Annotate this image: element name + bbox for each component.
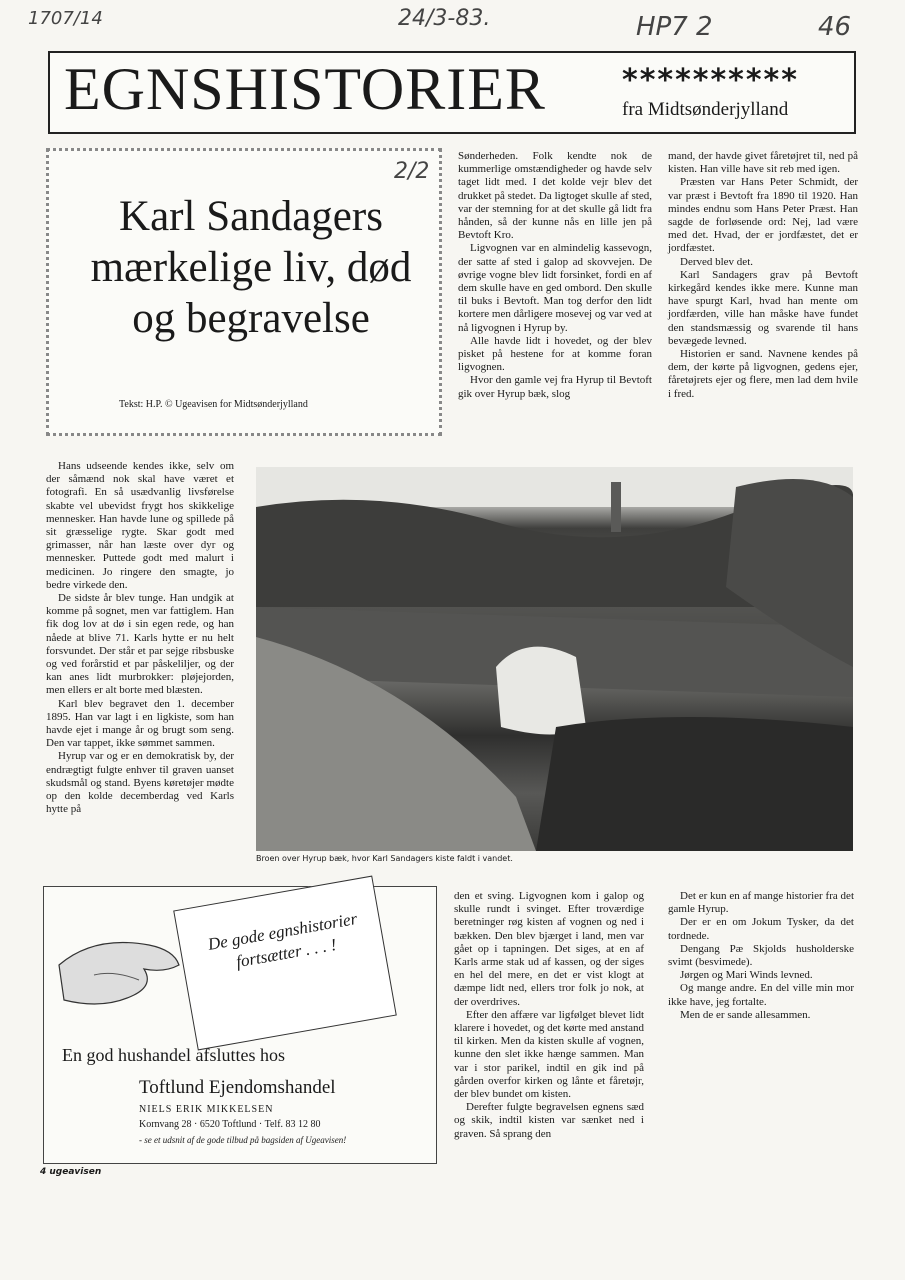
- paragraph: Alle havde lidt i hovedet, og der blev pisket på hestene for at komme foran ligvognen.: [458, 334, 652, 374]
- annotation-top-left: 1707/14: [28, 8, 103, 29]
- ad-tagline: En god hushandel afsluttes hos: [62, 1045, 285, 1065]
- headline: Karl Sandagers mærkelige liv, død og begravelse: [90, 193, 412, 342]
- masthead-title: EGNSHISTORIER: [64, 56, 546, 122]
- paragraph: Og mange andre. En del ville min mor ikke have, jeg fortalte.: [668, 982, 854, 1008]
- paragraph: den et sving. Ligvognen kom i galop og skulle rundt i svinget. Efter troværdige beretninger røg kisten af vognen og ned i bækken. Den blev bjærget i land, men var gået op i tapningen. Det siges, at en af Karls arme stak ud af kassen, og der siges en hel del mere, en det er vist klogt at dæmpe lidt ned, ellers tror folk jo nok, at der overdrives.: [454, 890, 644, 1008]
- column-4: [454, 890, 644, 1141]
- paragraph: Hyrup var og er en demokratisk by, der endrægtigt fulgte enhver til graven uanset skudsmål og stand. Byens køretøjer mødte op den kolde decemberdag ved Karls hytte på: [46, 750, 234, 816]
- photo-illustration: [256, 467, 853, 851]
- ad-card-text: De gode egnshistorier fortsætter . . . !: [206, 908, 359, 972]
- masthead-subtitle: fra Midtsønderjylland: [622, 99, 789, 120]
- paragraph: mand, der havde givet fåretøjret til, ned på kisten. Han ville have sit reb med igen.: [668, 150, 858, 176]
- paragraph: Jørgen og Mari Winds levned.: [680, 969, 813, 982]
- annotation-date: 24/3-83.: [398, 6, 491, 31]
- ad-note: - se et udsnit af de gode tilbud på bagsiden af Ugeavisen!: [139, 1135, 347, 1145]
- paragraph: Derved blev det.: [680, 255, 753, 268]
- paragraph: Hans udseende kendes ikke, selv om der såmænd nok skal have været et fotografi. En så usædvanlig livsførelse skabte vel ubevidst frygt hos skikkelige mennesker. Han havde lune og spillede på sit græsselige rygte. Skar godt med grimasser, når han læste over dyr og mennesker. Puttede godt med malurt i medicinen. Jo ringere den smagte, jo bedre virkede den.: [46, 460, 234, 591]
- masthead-stars: **********: [622, 63, 799, 98]
- column-2: [668, 150, 858, 401]
- ad-contact-name: NIELS ERIK MIKKELSEN: [139, 1104, 274, 1115]
- annotation-page-number: 46: [818, 12, 852, 42]
- paragraph: Karl Sandagers grav på Bevtoft kirkegård kendes ikke mere. Kunne man have spurgt Karl, hvad han mente om jordfærden, ville han måske have fundet den standsmæssig og svarende til hans bevægede levned.: [668, 268, 858, 347]
- column-3: [46, 460, 234, 816]
- photo-caption: Broen over Hyrup bæk, hvor Karl Sandagers kiste faldt i vandet.: [256, 854, 513, 863]
- column-5: [668, 890, 854, 1022]
- bridge-photo: [256, 467, 853, 851]
- headline-box: [46, 148, 442, 436]
- advertisement: [43, 886, 437, 1164]
- annotation-code: HP7 2: [636, 12, 713, 42]
- paragraph: Sønderheden. Folk kendte nok de kummerlige omstændigheder og havde selv taget lidt med. I det kolde vejr blev det drukket på stedet. Da ligtoget skulle af sted, var der stemning for at det skulle gå lidt fra hånden, så der kunne nås en lille jen på Bevtoft Kro.: [458, 150, 652, 242]
- paragraph: Karl blev begravet den 1. december 1895. Han var lagt i en ligkiste, som han havde ejet i mange år og brugt som seng. Den var tappet, ikke sømmet sammen.: [46, 697, 234, 750]
- paragraph: Det er kun en af mange historier fra det gamle Hyrup.: [668, 890, 854, 916]
- paragraph: Derefter fulgte begravelsen egnens sæd og skik, indtil kisten var sænket ned i graven. Så sprang den: [454, 1101, 644, 1140]
- credit-line: Tekst: H.P. © Ugeavisen for Midtsønderjylland: [119, 399, 308, 410]
- ad-address: Kornvang 28 · 6520 Toftlund · Telf. 83 12 80: [139, 1119, 321, 1130]
- paragraph: De sidste år blev tunge. Han undgik at komme på sognet, men var fattiglem. Han fik dog lov at dø i sin egen rede, og han nåede at blive 71. Karls hytte er nu helt forsvundet. Der står et par sejge ribsbuske og ved forårstid et par påskeliljer, og der kan anes lidt murbrokker: pløjejorden, men ellers er alt borte med blæsten.: [46, 592, 234, 697]
- paragraph: Ligvognen var en almindelig kassevogn, der satte af sted i galop ad skovvejen. De øvrige vogne blev lidt forsinket, fordi en af dem skulle have en ged ombord. Den skulle til buks i Bevtoft. Man tog derfor den lidt kortere men dårligere mosevej og var ved at nå ligvognen i Hyrup by.: [458, 242, 652, 334]
- hand-icon: [54, 925, 184, 1015]
- paragraph: Historien er sand. Navnene kendes på dem, der kørte på ligvognen, gedens ejer, fåretøjrets ejer og flere, men lad dem hvile i fred.: [668, 348, 858, 400]
- ad-company: Toftlund Ejendomshandel: [139, 1077, 336, 1098]
- paragraph: Der er en om Jokum Tysker, da det tordnede.: [668, 916, 854, 942]
- masthead: [48, 51, 856, 134]
- paragraph: Præsten var Hans Peter Schmidt, der var præst i Bevtoft fra 1890 til 1920. Han mindes endnu som Hans Peter Præst. Han sagde de forløsende ord: Nej, lad være med det. Hvad, der er jordfæstet, det er jordfæstet.: [668, 176, 858, 255]
- page-footer: 4 ugeavisen: [40, 1167, 102, 1177]
- paragraph: Hvor den gamle vej fra Hyrup til Bevtoft gik over Hyrup bæk, slog: [458, 374, 652, 400]
- box-annotation: 2/2: [394, 159, 430, 184]
- ad-card: [173, 876, 397, 1051]
- paragraph: Efter den affære var ligfølget blevet lidt klarere i hovedet, og det kørte med anstand til kirken. Men da kisten skulle af vognen, kunne den slet ikke hænge sammen. Man var i stor parikel, indtil en gik ind på gården overfor kirken og lånte et fåretøjr, der blev bundet om kisten.: [454, 1008, 644, 1101]
- paragraph: Men de er sande allesammen.: [680, 1008, 811, 1021]
- paragraph: Dengang Pæ Skjolds husholderske svimt (besvimede).: [668, 942, 854, 969]
- column-1: [458, 150, 652, 401]
